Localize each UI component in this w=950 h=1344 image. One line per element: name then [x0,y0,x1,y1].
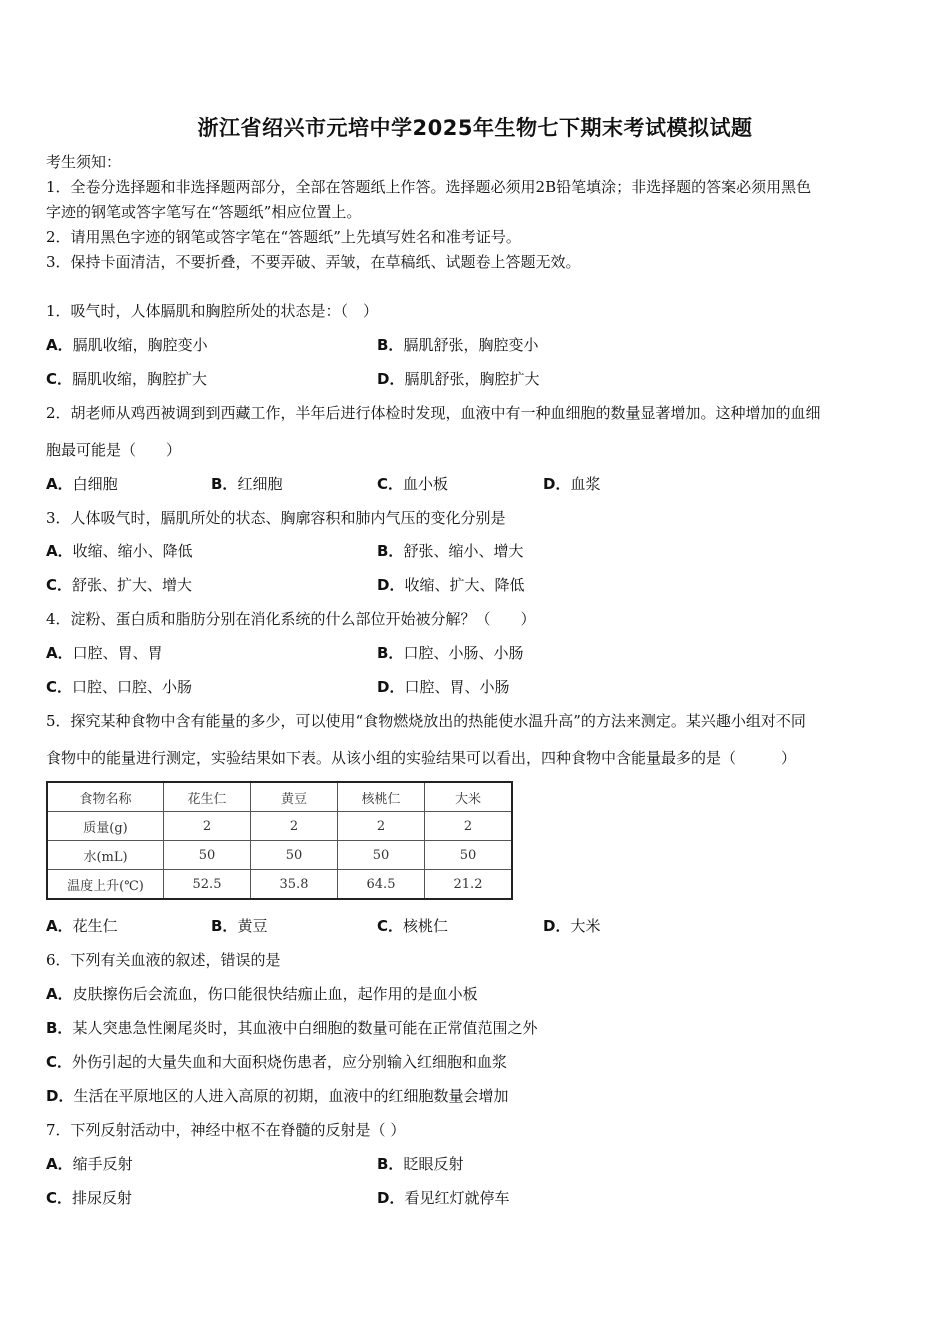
question-4-option-d[interactable]: D．口腔、胃、小肠 [377,678,510,696]
question-3-option-c[interactable]: C．舒张、扩大、增大 [46,576,193,594]
question-7-option-a[interactable]: A．缩手反射 [46,1155,133,1173]
question-3-option-d[interactable]: D．收缩、扩大、降低 [377,576,525,594]
question-3-stem: 3．人体吸气时，膈肌所处的状态、胸廓容积和肺内气压的变化分别是 [46,509,506,527]
question-7-option-b[interactable]: B．眨眼反射 [377,1155,464,1173]
question-6-option-c[interactable]: C．外伤引起的大量失血和大面积烧伤患者，应分别输入红细胞和血浆 [46,1053,508,1071]
question-5-stem: 食物中的能量进行测定，实验结果如下表。从该小组的实验结果可以看出，四种食物中含能量最多的是（ ） [46,749,797,767]
question-5-option-c[interactable]: C．核桃仁 [377,917,449,935]
question-4-option-c[interactable]: C．口腔、口腔、小肠 [46,678,193,696]
table-cell: 质量(g) [47,812,164,841]
question-5-stem: 5．探究某种食物中含有能量的多少，可以使用“食物燃烧放出的热能使水温升高”的方法来测定。某兴趣小组对不同 [46,712,806,730]
table-cell: 水(mL) [47,841,164,870]
table-header-cell: 花生仁 [164,782,251,812]
notice-item: 1．全卷分选择题和非选择题两部分，全部在答题纸上作答。选择题必须用2B铅笔填涂；非选择题的答案必须用黑色 [46,178,812,196]
question-7-stem: 7．下列反射活动中，神经中枢不在脊髓的反射是（ ） [46,1121,406,1139]
question-4-stem: 4．淀粉、蛋白质和脂肪分别在消化系统的什么部位开始被分解？（ ） [46,610,536,628]
question-3-option-a[interactable]: A．收缩、缩小、降低 [46,542,193,560]
question-2-option-d[interactable]: D．血浆 [543,475,601,493]
notice-item: 字迹的钢笔或答字笔写在“答题纸”相应位置上。 [46,203,362,221]
notice-heading: 考生须知： [46,153,122,171]
question-1-option-d[interactable]: D．膈肌舒张，胸腔扩大 [377,370,540,388]
table-cell: 50 [251,841,338,870]
question-5-option-d[interactable]: D．大米 [543,917,601,935]
table-row [47,812,512,841]
table-cell: 64.5 [338,870,425,900]
question-2-option-a[interactable]: A．白细胞 [46,475,118,493]
question-6-stem: 6．下列有关血液的叙述，错误的是 [46,951,281,969]
table-cell: 2 [251,812,338,841]
question-2-option-b[interactable]: B．红细胞 [211,475,283,493]
notice-item: 3．保持卡面清洁，不要折叠，不要弄破、弄皱，在草稿纸、试题卷上答题无效。 [46,253,581,271]
question-3-option-b[interactable]: B．舒张、缩小、增大 [377,542,524,560]
table-cell: 52.5 [164,870,251,900]
table-row [47,870,512,900]
page-title: 浙江省绍兴市元培中学2025年生物七下期末考试模拟试题 [197,116,753,140]
question-1-stem: 1．吸气时，人体膈肌和胸腔所处的状态是：（ ） [46,302,379,320]
table-row [47,841,512,870]
table-header-row [47,782,512,812]
table-cell: 2 [425,812,513,841]
table-header-cell: 黄豆 [251,782,338,812]
table-header-cell: 核桃仁 [338,782,425,812]
table-cell: 2 [338,812,425,841]
question-2-stem: 2．胡老师从鸡西被调到到西藏工作，半年后进行体检时发现，血液中有一种血细胞的数量显著增加。这种增加的血细 [46,404,821,422]
question-6-option-d[interactable]: D．生活在平原地区的人进入高原的初期，血液中的红细胞数量会增加 [46,1087,509,1105]
table-cell: 35.8 [251,870,338,900]
table-cell: 2 [164,812,251,841]
notice-item: 2．请用黑色字迹的钢笔或答字笔在“答题纸”上先填写姓名和准考证号。 [46,228,521,246]
question-4-option-b[interactable]: B．口腔、小肠、小肠 [377,644,524,662]
question-4-option-a[interactable]: A．口腔、胃、胃 [46,644,163,662]
question-1-option-b[interactable]: B．膈肌舒张，胸腔变小 [377,336,539,354]
question-7-option-c[interactable]: C．排尿反射 [46,1189,133,1207]
table-header-cell: 食物名称 [47,782,164,812]
question-7-option-d[interactable]: D．看见红灯就停车 [377,1189,510,1207]
table-cell: 温度上升(℃) [47,870,164,900]
experiment-table [46,781,513,900]
table-cell: 50 [338,841,425,870]
table-cell: 50 [164,841,251,870]
table-cell: 50 [425,841,513,870]
table-cell: 21.2 [425,870,513,900]
table-header-cell: 大米 [425,782,513,812]
question-1-option-a[interactable]: A．膈肌收缩，胸腔变小 [46,336,208,354]
question-5-option-b[interactable]: B．黄豆 [211,917,268,935]
question-5-option-a[interactable]: A．花生仁 [46,917,118,935]
question-6-option-a[interactable]: A．皮肤擦伤后会流血，伤口能很快结痂止血，起作用的是血小板 [46,985,478,1003]
question-6-option-b[interactable]: B．某人突患急性阑尾炎时，其血液中白细胞的数量可能在正常值范围之外 [46,1019,538,1037]
question-2-stem: 胞最可能是（ ） [46,441,182,459]
question-1-option-c[interactable]: C．膈肌收缩，胸腔扩大 [46,370,208,388]
question-2-option-c[interactable]: C．血小板 [377,475,449,493]
